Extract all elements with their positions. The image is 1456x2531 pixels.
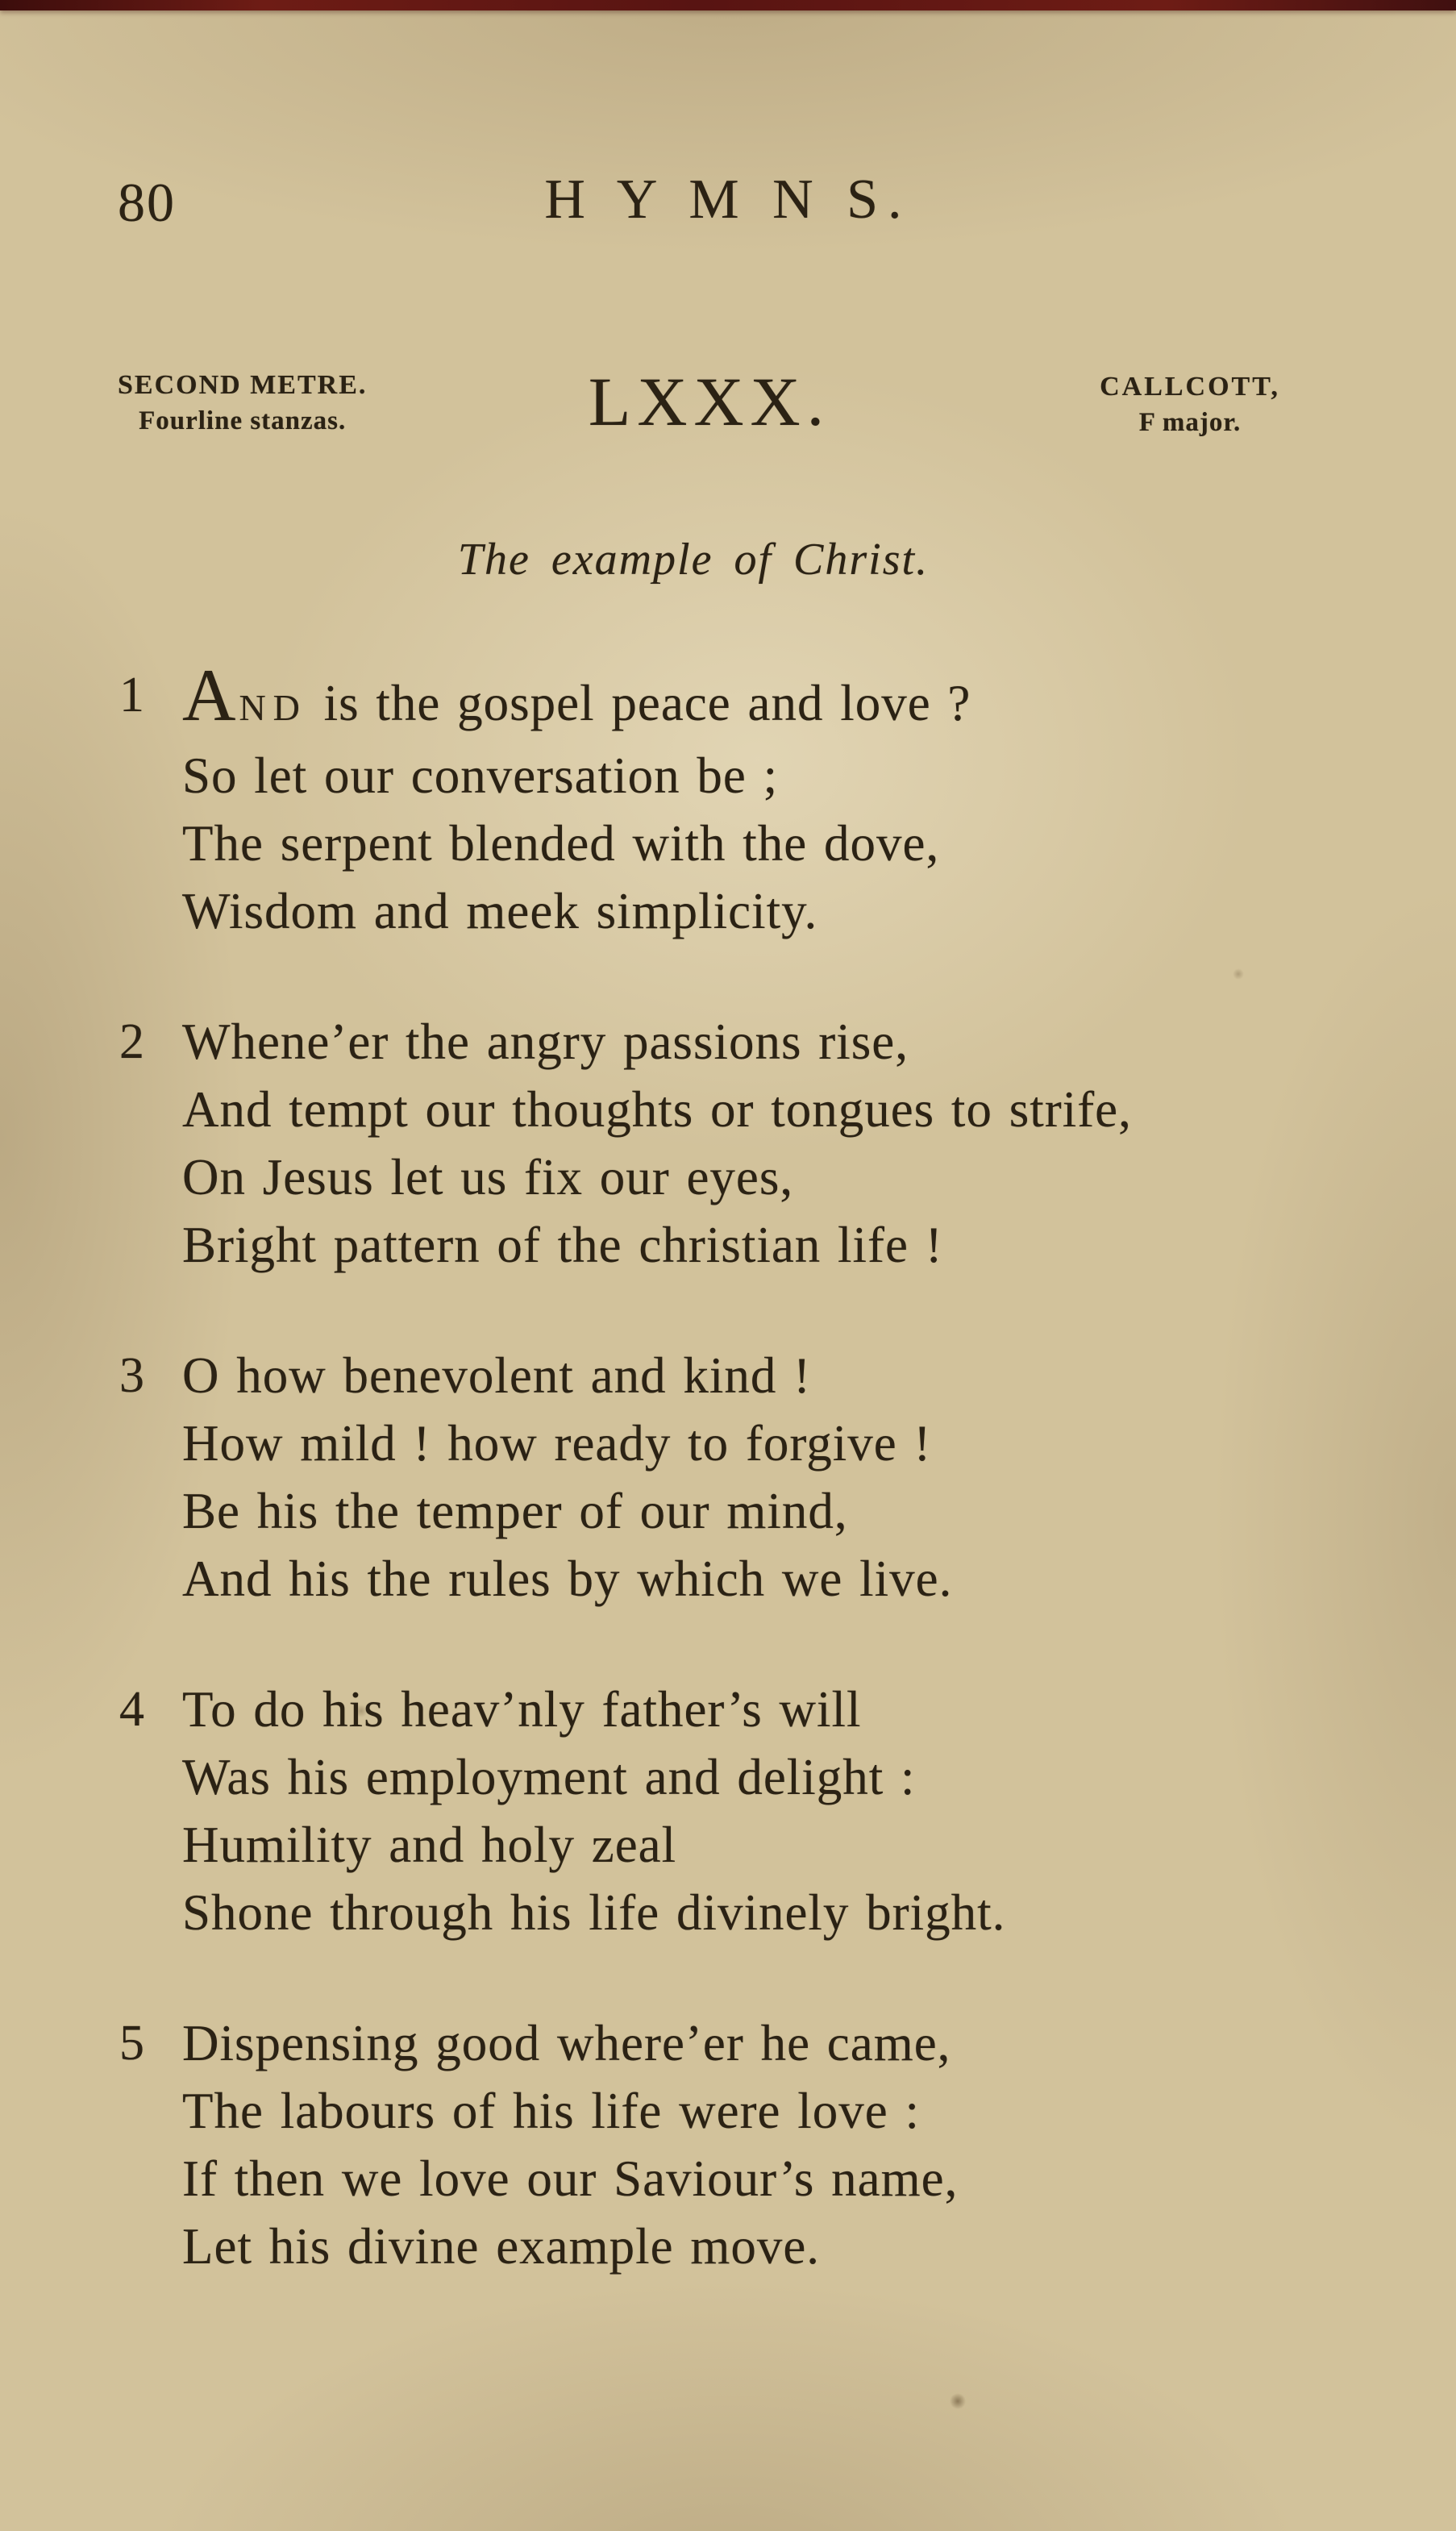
composer-key: F major. <box>1138 408 1242 437</box>
page-number: 80 <box>118 172 176 233</box>
composer-name: CALLCOTT, <box>1100 372 1280 402</box>
stanza <box>119 654 1424 945</box>
stanza-line: Dispensing good where’er he came, <box>182 2015 951 2071</box>
page-top-edge <box>0 0 1456 10</box>
page-header-title: H Y M N S. <box>544 169 912 231</box>
stanza-number: 5 <box>119 2016 144 2071</box>
stanza-line: Was his employment and delight : <box>182 1749 916 1805</box>
stanza <box>119 2009 1424 2280</box>
stanza-lines <box>182 1676 1005 1946</box>
stanza-number: 2 <box>119 1014 144 1069</box>
stanza-line: Shone through his life divinely bright. <box>182 1884 1006 1941</box>
hymn-heading-row <box>0 361 1456 490</box>
stanza-line: And tempt our thoughts or tongues to strife, <box>182 1081 1132 1138</box>
stanza-line: The serpent blended with the dove, <box>182 815 940 872</box>
stanza-line: Let his divine example move. <box>182 2218 821 2275</box>
stanza-number: 3 <box>119 1348 144 1403</box>
opening-small-caps: ND <box>239 687 307 728</box>
stanza-number: 1 <box>119 668 144 722</box>
stanza-lines <box>182 2009 958 2280</box>
hymn-stanzas <box>119 654 1424 2343</box>
metre-name: SECOND METRE. <box>118 370 368 400</box>
stanza-line <box>182 654 971 742</box>
opening-rest: is the gospel peace and love ? <box>323 675 971 731</box>
hymn-number: LXXX. <box>588 363 831 440</box>
stanza-line: The labours of his life were love : <box>182 2083 920 2139</box>
stanza-line: Humility and holy zeal <box>182 1817 677 1873</box>
stanza <box>119 1008 1424 1279</box>
stanza-line: And his the rules by which we live. <box>182 1551 953 1607</box>
stanza-line: If then we love our Saviour’s name, <box>182 2150 959 2207</box>
stanza-lines <box>182 1008 1132 1279</box>
stanza-line: How mild ! how ready to forgive ! <box>182 1415 932 1472</box>
stanza-lines <box>182 654 971 945</box>
composer-label <box>1045 369 1335 440</box>
opening-initial: A <box>182 654 239 736</box>
stanza-line: On Jesus let us fix our eyes, <box>182 1149 794 1205</box>
stanza <box>119 1342 1424 1613</box>
stanza-line: Be his the temper of our mind, <box>182 1483 848 1539</box>
stanza-line: Bright pattern of the christian life ! <box>182 1217 943 1273</box>
stanza-line: Whene’er the angry passions rise, <box>182 1014 909 1070</box>
stanza-number: 4 <box>119 1682 144 1737</box>
stanza-line: Wisdom and meek simplicity. <box>182 883 818 939</box>
metre-stanza-form: Fourline stanzas. <box>139 406 347 435</box>
hymn-title: The example of Christ. <box>457 535 930 585</box>
stanza-line: So let our conversation be ; <box>182 747 779 804</box>
stanza-line: O how benevolent and kind ! <box>182 1347 812 1404</box>
stanza <box>119 1676 1424 1946</box>
stanza-lines <box>182 1342 952 1613</box>
stanza-line: To do his heav’nly father’s will <box>182 1681 862 1738</box>
